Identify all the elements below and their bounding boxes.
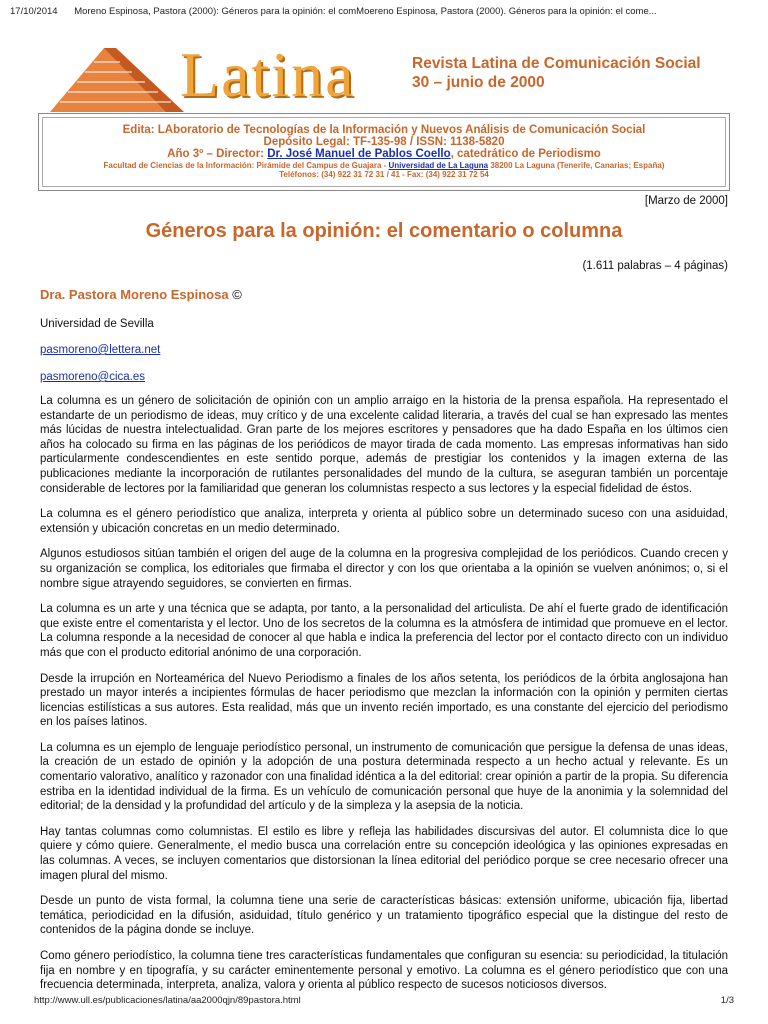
email-link-lettera[interactable]: pasmoreno@lettera.net bbox=[40, 344, 161, 356]
paragraph: Algunos estudiosos sitúan también el origen del auge de la columna en la progresiva complejidad de los periódicos. Cuando crecen y su organización se complica, los editoriales que firmaba el director y con los que orientaba a la opinión se vuelven anónimos; o, si el nombre sigue atrayendo seguidores, se convierten en firmas. bbox=[40, 548, 728, 590]
journal-name: Revista Latina de Comunicación Social bbox=[412, 55, 701, 72]
paragraph: Como género periodístico, la columna tiene tres características fundamentales que configuran su esencia: su periodicidad, la titulación fija en nombre y en tipografía, y su carácter eminentemente personal y emotivo. La columna es el género periodístico que con una frecuencia determinada, interpreta, analiza, valora y orienta al público respecto de sucesos noticiosos diversos. bbox=[40, 950, 728, 992]
email-link-cica[interactable]: pasmoreno@cica.es bbox=[40, 371, 145, 383]
print-date: 17/10/2014 bbox=[10, 6, 58, 17]
word-count: (1.611 palabras – 4 páginas) bbox=[582, 260, 728, 272]
paragraph: La columna es un arte y una técnica que se adapta, por tanto, a la personalidad del articulista. De ahí el fuerte grado de identificación que existe entre el comentarista y el lector. Uno de los secretos de la columna es la atmósfera de intimidad que promueve en el lector. La columna responde a la necesidad de conocer al que habla e indica la preferencia del lector por el contacto directo con un individuo más que con el producto editorial anónimo de una corporación. bbox=[40, 603, 728, 659]
print-header bbox=[10, 6, 758, 17]
logo-wordmark: Latina bbox=[180, 39, 356, 110]
paragraph: La columna es el género periodístico que analiza, interpreta y orienta al público sobre un determinado suceso con una asiduidad, extensión y ubicación concretas en un medio determinado. bbox=[40, 508, 728, 535]
author-affiliation: Universidad de Sevilla bbox=[40, 318, 154, 330]
university-link[interactable]: Universidad de La Laguna bbox=[388, 161, 489, 170]
paragraph: La columna es un género de solicitación de opinión con un amplio arraigo en la historia de la prensa española. Ha representado el estandarte de un periodismo de ideas, muy crítico y de una excelente calidad literaria, a través del cual se han expresado las mentes más lúcidas de nuestra intelectualidad. Gran parte de los mejores escritores y pensadores que ha dado España en los últimos cien años ha colocado su firma en las páginas de los periódicos de mayor tirada de cada momento. Las empresas informativas han sido particularmente condescendientes en este sentido porque, además de prestigiar los contenidos y la imagen externa de las publicaciones mediante la incorporación de rutilantes personalidades del mundo de la cultura, se aseguran también un porcentaje considerable de lectores por la familiaridad que generan los columnistas respecto a sus lectores y la especial fidelidad de éstos. bbox=[40, 395, 728, 495]
director-link[interactable]: Dr. José Manuel de Pablos Coello bbox=[267, 148, 451, 160]
article-date: [Marzo de 2000] bbox=[644, 195, 728, 207]
issn-line: Depósito Legal: TF-135-98 / ISSN: 1138-5820 bbox=[263, 136, 505, 148]
article-body bbox=[40, 394, 728, 1004]
author-line bbox=[40, 287, 242, 302]
copyright-icon: © bbox=[232, 287, 242, 302]
print-footer bbox=[34, 995, 734, 1006]
pyramid-logo-icon bbox=[46, 42, 186, 114]
journal-issue: 30 – junio de 2000 bbox=[412, 74, 545, 91]
masthead bbox=[0, 28, 768, 108]
page-url: http://www.ull.es/publicaciones/latina/aa2000qjn/89pastora.html bbox=[34, 995, 301, 1006]
journal-heading bbox=[412, 54, 701, 92]
editorial-box bbox=[38, 113, 730, 191]
paragraph: La columna es un ejemplo de lenguaje periodístico personal, un instrumento de comunicación que persigue la defensa de unas ideas, la creación de un estado de opinión y la adopción de una postura determinada respecto a un hecho actual y relevante. Es un comentario valorativo, analítico y razonador con una finalidad idéntica a la del editorial: crear opinión a partir de la propia. Su diferencia estriba en la identidad individual de la firma. Es un vehículo de comunicación personal que huye de la anonimia y la solemnidad del editorial; de la densidad y la profundidad del artículo y de la simpleza y la asepsia de la noticia. bbox=[40, 741, 728, 813]
director-line bbox=[43, 148, 725, 160]
page-number: 1/3 bbox=[720, 995, 734, 1006]
phone-line: Teléfonos: (34) 922 31 72 31 / 41 - Fax: (34) 922 31 72 54 bbox=[279, 170, 489, 179]
latina-logo bbox=[46, 39, 386, 114]
paragraph: Hay tantas columnas como columnistas. El estilo es libre y refleja las habilidades discursivas del autor. El columnista dice lo que quiere y cómo quiere. Generalmente, el medio busca una correlación entre su concepción ideológica y las opiniones expresadas en las columnas. A veces, se incluyen comentarios que distorsionan la línea editorial del periódico porque se cree necesario ofrecer una imagen plural del mismo. bbox=[40, 825, 728, 882]
address-prefix: Facultad de Ciencias de la Información: Pirámide del Campus de Guajara - bbox=[103, 161, 389, 170]
author-name: Dra. Pastora Moreno Espinosa bbox=[40, 287, 229, 302]
director-prefix: Año 3º – Director: bbox=[167, 148, 268, 160]
paragraph: Desde la irrupción en Norteamérica del Nuevo Periodismo a finales de los años setenta, los periódicos de la órbita anglosajona han prestado un mayor interés a incipientes fórmulas de hacer periodismo que mezclan la información con la opinión y permiten ciertas licencias estilísticas a sus autores. Esta realidad, más que un invento recién importado, es una constante del ejercicio del periodismo en los países latinos. bbox=[40, 672, 728, 729]
address-line bbox=[43, 161, 725, 170]
print-title: Moreno Espinosa, Pastora (2000): Géneros para la opinión: el comMoereno Espinosa, Pastora (2000). Géneros para la opinión: el come... bbox=[74, 6, 657, 17]
director-suffix: , catedrático de Periodismo bbox=[450, 148, 601, 160]
article-title: Géneros para la opinión: el comentario o columna bbox=[145, 220, 623, 242]
address-suffix: 38200 La Laguna (Tenerife, Canarias; España) bbox=[488, 161, 665, 170]
paragraph: Desde un punto de vista formal, la columna tiene una serie de características básicas: extensión uniforme, ubicación fija, libertad temática, periodicidad en la difusión, asiduidad, título genérico y un tratamiento tipográfico especial que la distingue del resto de contenidos de la página donde se incluye. bbox=[40, 895, 728, 937]
publisher-line: Edita: LAboratorio de Tecnologías de la Información y Nuevos Análisis de Comunicación Social bbox=[122, 124, 646, 136]
